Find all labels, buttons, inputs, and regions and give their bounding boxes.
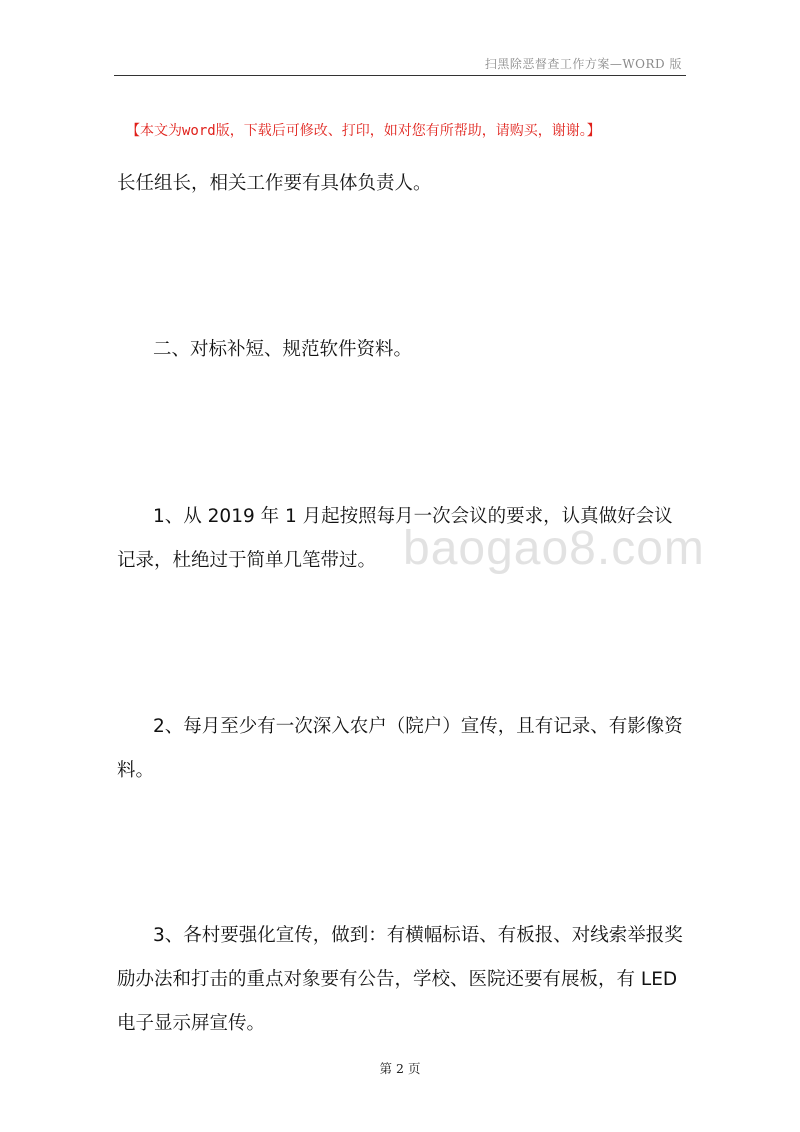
section-heading-2: 二、对标补短、规范软件资料。 [153, 339, 413, 360]
page-header-title: 扫黑除恶督查工作方案—WORD 版 [484, 57, 682, 71]
header-divider [114, 75, 686, 76]
purchase-notice: 【本文为word版，下载后可修改、打印，如对您有所帮助，请购买，谢谢。】 [126, 123, 601, 139]
watermark-text: baogao8.com [403, 522, 705, 575]
list-item-3: 3、各村要强化宣传，做到：有横幅标语、有板报、对线索举报奖励办法和打击的重点对象要有公告，学校、医院还要有展板，有 LED 电子显示屏宣传。 [117, 925, 683, 1034]
list-item-2: 2、每月至少有一次深入农户（院户）宣传，且有记录、有影像资料。 [117, 716, 683, 781]
list-item-1: 1、从 2019 年 1 月起按照每月一次会议的要求，认真做好会议记录，杜绝过于简单几笔带过。 [117, 506, 673, 571]
paragraph-continuation: 长任组长，相关工作要有具体负责人。 [117, 173, 432, 194]
page-number: 第 2 页 [379, 1061, 421, 1076]
